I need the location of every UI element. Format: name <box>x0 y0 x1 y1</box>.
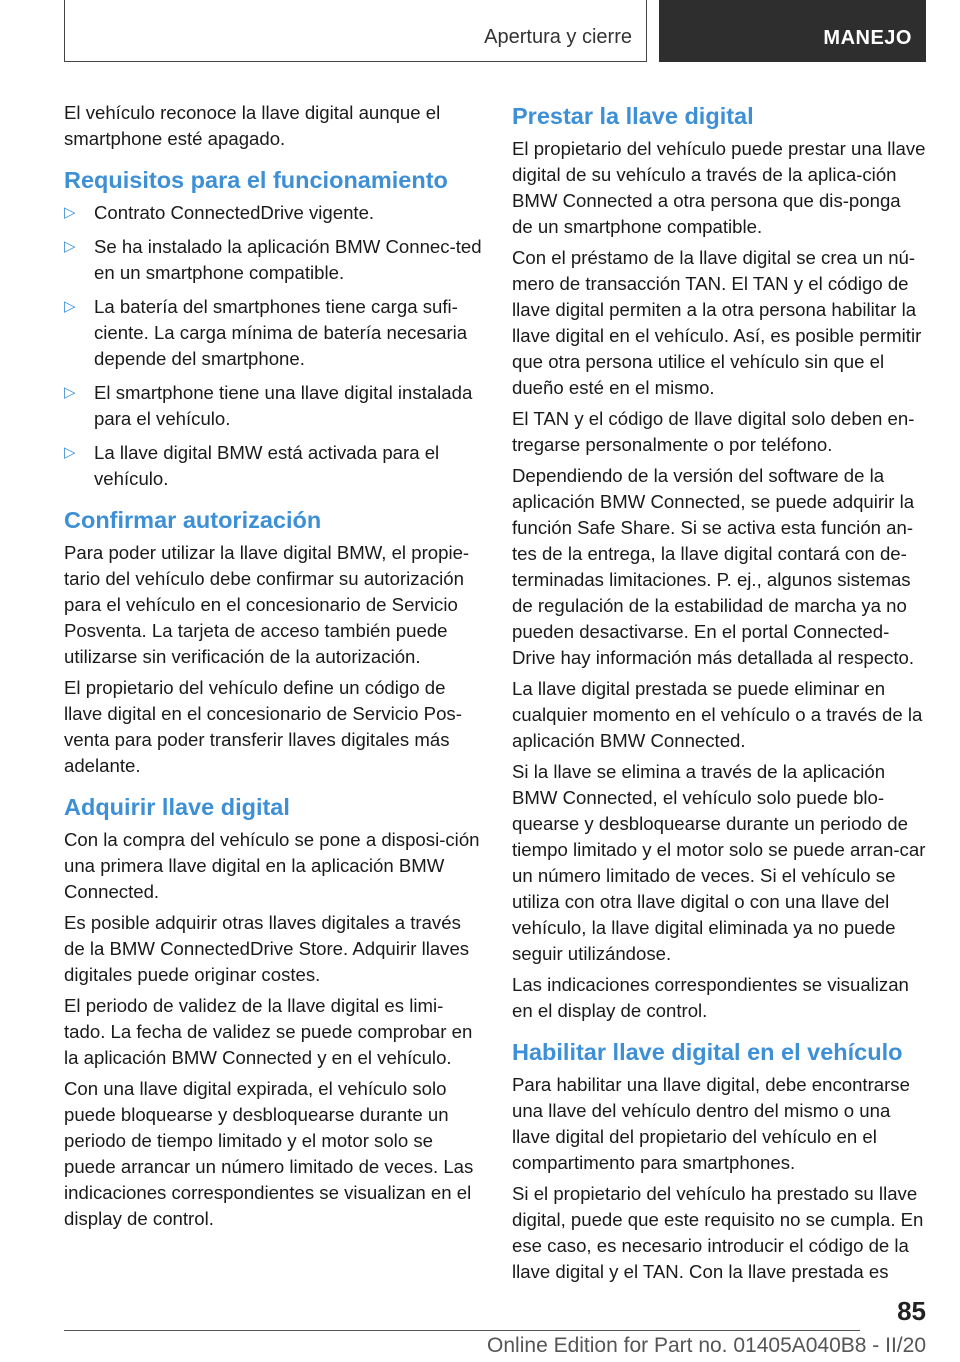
left-column <box>64 100 482 1237</box>
requirements-heading: Requisitos para el funcionamiento <box>64 167 448 193</box>
list-item: ▷ El smartphone tiene una llave digital instalada para el vehículo. <box>64 382 473 429</box>
acquire-paragraph-3: El periodo de validez de la llave digital es limi-tado. La fecha de validez se puede comprobar en la aplicación BMW Connected y en el vehículo. <box>64 995 473 1068</box>
requirements-list <box>64 200 482 492</box>
acquire-paragraph-1: Con la compra del vehículo se pone a disposi-ción una primera llave digital en la aplicación BMW Connected. <box>64 829 480 902</box>
enable-heading: Habilitar llave digital en el vehículo <box>512 1039 903 1065</box>
chapter-title: MANEJO <box>823 27 912 49</box>
page-header <box>64 0 926 64</box>
acquire-paragraph-2: Es posible adquirir otras llaves digitales a través de la BMW ConnectedDrive Store. Adquirir llaves digitales puede originar costes. <box>64 912 470 985</box>
lend-paragraph-1: El propietario del vehículo puede prestar una llave digital de su vehículo a través de la aplica-ción BMW Connected a otra persona que dis-ponga de un smartphone compatible. <box>512 138 926 237</box>
lend-paragraph-2: Con el préstamo de la llave digital se crea un nú-mero de transacción TAN. El TAN y el código de llave digital permiten a la otra persona habilitar la llave digital en el vehículo. Así, es posible permitir que otra persona utilice el vehículo sin que el dueño esté en el mismo. <box>512 247 922 398</box>
intro-paragraph: El vehículo reconoce la llave digital aunque el smartphone esté apagado. <box>64 102 441 149</box>
list-item: ▷ La llave digital BMW está activada para el vehículo. <box>64 442 440 489</box>
section-title: Apertura y cierre <box>484 26 632 48</box>
list-item: ▷ La batería del smartphones tiene carga sufi-ciente. La carga mínima de batería necesaria depende del smartphone. <box>64 296 468 369</box>
confirm-heading: Confirmar autorización <box>64 507 322 533</box>
enable-paragraph-2: Si el propietario del vehículo ha prestado su llave digital, puede que este requisito no se cumpla. En ese caso, es necesario introducir el código de la llave digital y el TAN. Con la llave prestada es <box>512 1183 924 1282</box>
section-tab <box>64 0 647 62</box>
right-column <box>512 100 926 1290</box>
triangle-bullet-icon: ▷ <box>64 298 76 315</box>
edition-note: Online Edition for Part no. 01405A040B8 - II/20 <box>487 1334 926 1357</box>
lend-paragraph-6: Si la llave se elimina a través de la aplicación BMW Connected, el vehículo solo puede blo-quearse y desbloquearse durante un periodo de tiempo limitado y el motor solo se puede arran-car un número limitado de veces. Si el vehículo se utiliza con otra llave digital o con una llave del vehículo, la llave digital eliminada ya no puede seguir utilizándose. <box>512 761 926 964</box>
triangle-bullet-icon: ▷ <box>64 204 76 221</box>
triangle-bullet-icon: ▷ <box>64 238 76 255</box>
lend-paragraph-5: La llave digital prestada se puede eliminar en cualquier momento en el vehículo o a través de la aplicación BMW Connected. <box>512 678 923 751</box>
acquire-paragraph-4: Con una llave digital expirada, el vehículo solo puede bloquearse y desbloquearse durante un periodo de tiempo limitado y el motor solo se puede arrancar un número limitado de veces. Las indicaciones correspondientes se visualizan en el display de control. <box>64 1078 474 1229</box>
list-item: ▷ Se ha instalado la aplicación BMW Connec-ted en un smartphone compatible. <box>64 236 482 283</box>
triangle-bullet-icon: ▷ <box>64 444 76 461</box>
triangle-bullet-icon: ▷ <box>64 384 76 401</box>
lend-paragraph-7: Las indicaciones correspondientes se visualizan en el display de control. <box>512 974 909 1021</box>
confirm-paragraph-2: El propietario del vehículo define un código de llave digital en el concesionario de Servicio Pos-venta para poder transferir llaves digitales más adelante. <box>64 677 462 776</box>
enable-paragraph-1: Para habilitar una llave digital, debe encontrarse una llave del vehículo dentro del mismo o una llave digital del propietario del vehículo en el compartimento para smartphones. <box>512 1074 910 1173</box>
confirm-paragraph-1: Para poder utilizar la llave digital BMW, el propie-tario del vehículo debe confirmar su autorización para el vehículo en el concesionario de Servicio Posventa. La tarjeta de acceso también puede utilizarse sin verificación de la autorización. <box>64 542 470 667</box>
chapter-tab <box>659 0 926 62</box>
lend-paragraph-3: El TAN y el código de llave digital solo deben en-tregarse personalmente o por teléfono. <box>512 408 915 455</box>
acquire-heading: Adquirir llave digital <box>64 794 290 820</box>
page-number: 85 <box>897 1296 926 1326</box>
lend-paragraph-4: Dependiendo de la versión del software de la aplicación BMW Connected, se puede adquirir la función Safe Share. Si se activa esta función an-tes de la entrega, la llave digital contará con de-terminadas limitaciones. P. ej., algunos sistemas de regulación de la estabilidad de marcha ya no pueden desactivarse. En el portal Connected-Drive hay información más detallada al respecto. <box>512 465 915 668</box>
footer-divider <box>64 1330 860 1331</box>
lend-heading: Prestar la llave digital <box>512 103 754 129</box>
list-item: ▷ Contrato ConnectedDrive vigente. <box>64 200 482 226</box>
